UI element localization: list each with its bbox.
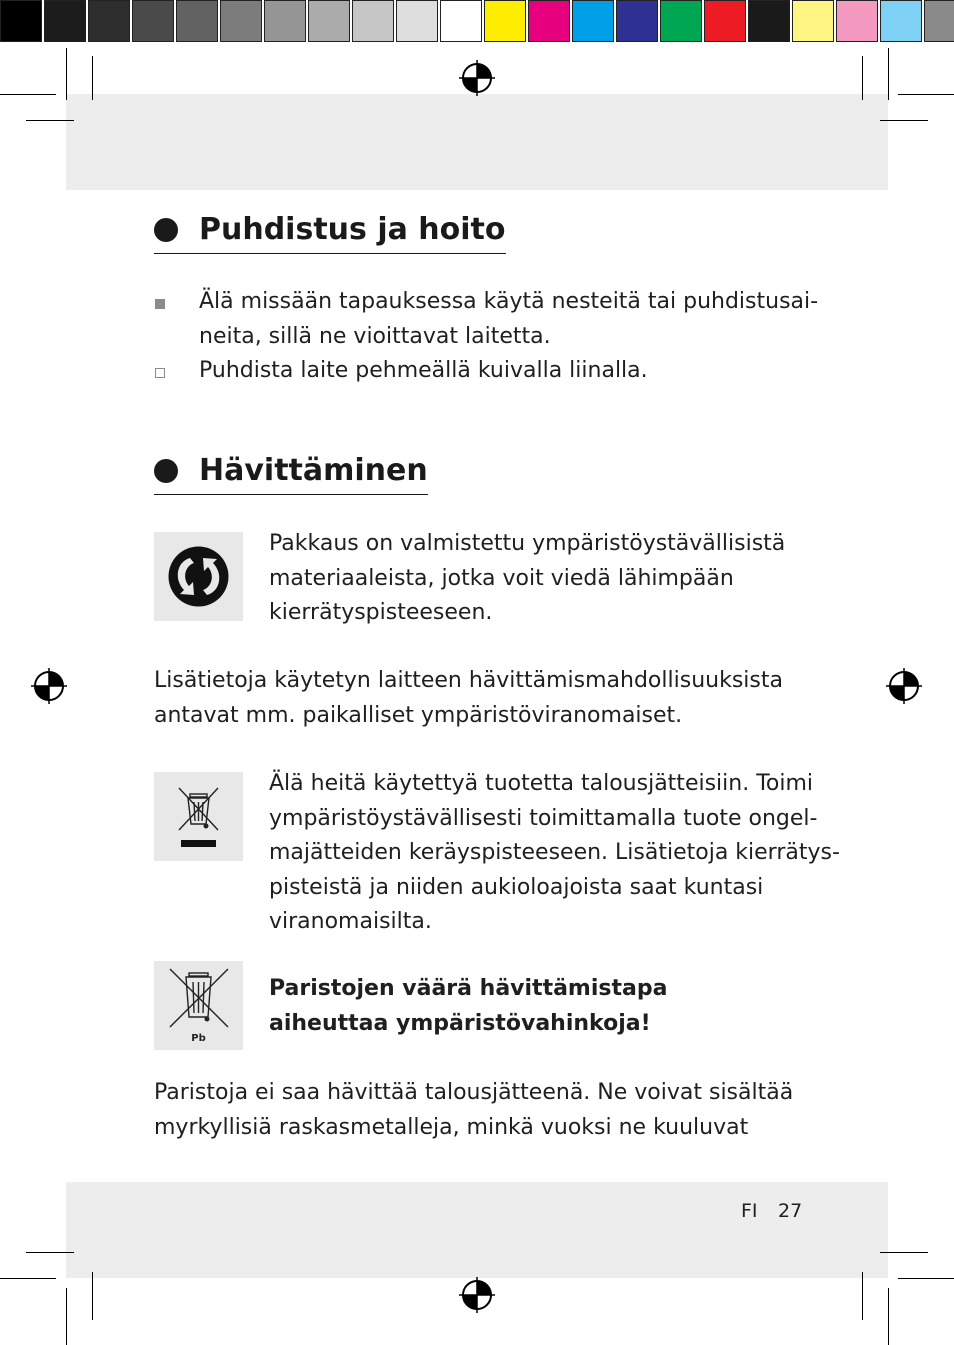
color-swatch xyxy=(572,0,614,42)
color-swatch xyxy=(440,0,482,42)
heading-cleaning-title: Puhdistus ja hoito xyxy=(199,212,506,247)
color-swatch xyxy=(220,0,262,42)
text-line: Älä heitä käytettyä tuotetta talousjätteisiin. Toimi xyxy=(269,771,814,796)
heading-disposal-title: Hävittäminen xyxy=(199,453,428,488)
color-swatch xyxy=(748,0,790,42)
text-line: pisteistä ja niiden aukioloajoista saat kuntasi xyxy=(269,874,764,900)
registration-mark-icon xyxy=(459,1277,495,1313)
footer-band xyxy=(66,1182,888,1278)
battery-paragraph xyxy=(154,1076,793,1145)
grayscale-color-strip xyxy=(0,0,484,46)
crossed-out-bin-icon xyxy=(154,772,243,861)
text-line: Älä missään tapauksessa käytä nesteitä tai puhdistusai- xyxy=(199,289,819,314)
registration-mark-icon xyxy=(886,668,922,704)
color-swatch xyxy=(264,0,306,42)
disposal-info-paragraph xyxy=(154,664,783,733)
page-number: 27 xyxy=(778,1200,803,1222)
color-swatch xyxy=(352,0,394,42)
filled-square-bullet-icon xyxy=(155,299,165,309)
cleaning-bullet-2 xyxy=(199,354,648,389)
color-swatch xyxy=(616,0,658,42)
text-line: viranomaisilta. xyxy=(269,909,432,934)
color-swatch xyxy=(396,0,438,42)
text-line: antavat mm. paikalliset ympäristöviranomaiset. xyxy=(154,702,683,728)
heading-cleaning xyxy=(154,212,506,248)
cleaning-bullet-1 xyxy=(199,285,818,354)
text-line: Puhdista laite pehmeällä kuivalla liinalla. xyxy=(199,358,648,383)
color-swatch xyxy=(88,0,130,42)
color-swatch xyxy=(528,0,570,42)
text-line: kierrätyspisteeseen. xyxy=(269,600,493,625)
color-swatch xyxy=(660,0,702,42)
text-line: Lisätietoja käytetyn laitteen hävittämismahdollisuuksista xyxy=(154,668,783,693)
text-line: myrkyllisiä raskasmetalleja, minkä vuoksi ne kuuluvat xyxy=(154,1114,749,1140)
packaging-paragraph xyxy=(269,527,785,631)
color-swatch xyxy=(176,0,218,42)
text-line: materiaaleista, jotka voit viedä lähimpään xyxy=(269,565,734,591)
registration-mark-icon xyxy=(31,668,67,704)
text-line: aiheuttaa ympäristövahinkoja! xyxy=(269,1010,651,1036)
color-swatch xyxy=(44,0,86,42)
text-line: neita, sillä ne vioittavat laitetta. xyxy=(199,323,551,349)
heading-underline xyxy=(154,253,506,255)
green-dot-recycling-icon xyxy=(154,532,243,621)
heading-underline xyxy=(154,494,428,496)
text-line: majätteiden keräyspisteeseen. Lisätietoja kierrätys- xyxy=(269,840,840,865)
heading-bullet-icon xyxy=(154,218,178,242)
color-swatch xyxy=(704,0,746,42)
empty-square-bullet-icon xyxy=(155,368,165,378)
color-swatch xyxy=(792,0,834,42)
color-swatch xyxy=(484,0,526,42)
heading-bullet-icon xyxy=(154,459,178,483)
text-line: ympäristöystävällisesti toimittamalla tuote ongel- xyxy=(269,805,818,831)
color-swatch xyxy=(308,0,350,42)
weee-paragraph xyxy=(269,767,840,940)
color-swatch xyxy=(880,0,922,42)
color-swatch xyxy=(836,0,878,42)
process-color-strip xyxy=(484,0,954,46)
battery-warning xyxy=(269,972,667,1041)
battery-disposal-bin-icon xyxy=(154,961,243,1050)
color-swatch xyxy=(924,0,954,42)
heading-disposal xyxy=(154,453,428,489)
battery-icon-label: Pb xyxy=(191,1033,206,1044)
text-line: Paristojen väärä hävittämistapa xyxy=(269,976,668,1001)
color-swatch xyxy=(132,0,174,42)
footer-language: FI xyxy=(741,1200,758,1222)
header-band xyxy=(66,94,888,190)
registration-mark-icon xyxy=(459,60,495,96)
text-line: Pakkaus on valmistettu ympäristöystävällisistä xyxy=(269,531,786,556)
color-swatch xyxy=(0,0,42,42)
text-line: Paristoja ei saa hävittää talousjätteenä. Ne voivat sisältää xyxy=(154,1080,794,1105)
